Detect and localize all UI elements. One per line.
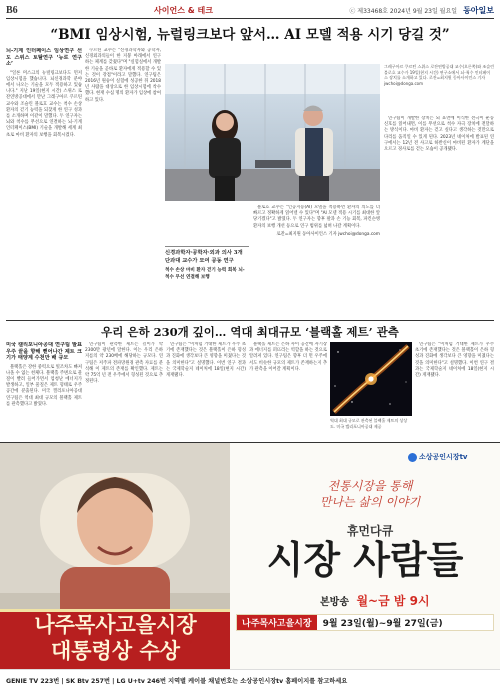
header-rule	[6, 18, 494, 19]
article1-headline: “BMI 임상시험, 뉴럴링크보다 앞서… AI 모델 적용 시기 당길 것”	[50, 27, 450, 43]
docu-label: 휴먼다큐	[346, 524, 394, 538]
article2-text-2: 연구팀이 관측한 제트는 길이가 약 2300만 광년에 달한다. 이는 우리 은하 지름의 약 230배에 해당하는 규모다. 연구팀은 저주파 전파망원경 관측 자료를 분석해 이 제트의 존재를 확인했다. 제트는 약 75억 년 전 우주에서 형성된 것으로 추정된다.	[85, 342, 163, 385]
article2-column-2	[85, 342, 163, 438]
article2-text-1: 블랙홀은 강한 중력으로 빛조차도 빠져나올 수 없는 천체다. 블랙홀 주변으로 물질이 빨려 들어가면서 엄청난 에너지가 발생하고, 일부 물질은 제트 형태로 우주 공간에 분출된다. 미국 캘리포니아공대 연구팀은 역대 최대 규모의 블랙홀 제트를 관측했다고 밝혔다.	[6, 364, 82, 407]
article1-text-2: 쿠르틴 교수는 "신경과학자와 공학자, 신경외과의들이 한 지붕 아래에서 연구하는 체계를 갖췄다"며 "실험실에서 개발한 기술을 곧바로 환자에게 적용할 수 있는 것이 강점"이라고 말했다. 연구팀은 2016년 원숭이 실험에 성공한 뒤 2018년 사람을 대상으로 한 임상시험에 착수했다. 현재 수십 명의 환자가 임상에 참여하고 있다.	[85, 48, 161, 103]
article1-column-3	[253, 205, 380, 317]
article1-column-2	[85, 48, 161, 318]
air-time: 월~금 밤 9시	[356, 594, 430, 608]
market-sign-line-1: 나주목사고을시장	[34, 613, 197, 637]
article1-pull-quote	[165, 246, 249, 281]
market-sign	[8, 612, 223, 664]
section-title: 사이언스 & 테크	[154, 5, 213, 15]
page-number: B6	[6, 4, 18, 16]
banner-air-dates: 9월 23일(월)~9월 27일(금)	[322, 619, 443, 629]
article1-text-5: 연구팀이 개발한 장치는 뇌 표면에 이식한 전극이 운동 신호를 읽어내면, 이를 무선으로 척수 자극 장치에 전달하는 방식이다. 마비 환자는 걷고 싶다고 생각하는 것만으로 다리를 움직일 수 있게 된다. 2023년 네이처에 발표된 연구에서는 12년 전 사고로 하반신이 마비된 환자가 계단을 오르고 경사로를 걷는 모습이 공개됐다.	[384, 116, 494, 153]
article2-text-3: 연구팀은 "이처럼 거대한 제트가 우주 초기에 존재했다는 것은 블랙홀이 은하 형성과 진화에 생각보다 큰 영향을 미쳤다는 것을 의미한다"고 설명했다. 이번 연구 결과는 국제학술지 네이처에 18일(현지 시간) 게재됐다.	[166, 342, 246, 379]
ad-tagline-line-2: 만나는 삶의 이야기	[319, 495, 421, 509]
channel-logo-text: 소상공인시장tv	[419, 453, 468, 461]
article2-column-3	[166, 342, 246, 438]
banner-market-name: 나주목사고을시장	[237, 615, 317, 630]
blackhole-jet-icon	[330, 342, 412, 416]
article2-subhead: 미국 캘리포니아공대 연구팀 발표 우주 끝을 향해 뻗어나간 제트 크기가 태양계 수천만 배 규모	[6, 342, 82, 361]
air-dates-banner	[236, 614, 494, 631]
ad-tagline-line-1: 전통시장을 통해	[327, 479, 413, 493]
article1-text-3: 블로흐 교수는 "인공지능(AI) 모델을 적용하면 환자의 의도를 더 빠르고 정확하게 읽어낼 수 있다"며 "AI 모델 적용 시기를 최대한 앞당기겠다"고 밝혔다. 두 연구자는 향후 팔과 손 기능 회복, 파킨슨병 환자의 보행 개선 등으로 연구 범위를 넓혀 나갈 계획이다.	[253, 205, 380, 229]
article1-byline: 로잔=최지원 동아사이언스 기자 jwchoi@donga.com	[276, 231, 380, 237]
article1-photo	[165, 64, 380, 201]
article2-text-4: 블랙홀 제트는 은하 사이 공간에 자기장과 에너지를 퍼뜨리는 역할을 하는 것으로 알려져 있다. 연구팀은 향후 더 먼 우주에서도 비슷한 규모의 제트가 존재하는지 추가 관측을 이어갈 계획이다.	[249, 342, 327, 372]
air-label: 본방송	[320, 597, 349, 608]
blackhole-jet-photo	[330, 342, 412, 416]
market-sign-line-2: 대통령상 수상	[50, 639, 181, 663]
article2-headline: 우리 은하 230개 깊이… 역대 최대규모 ‘블랙홀 제트’ 관측	[101, 325, 399, 339]
air-schedule	[320, 592, 430, 609]
newspaper-logo: 동아일보	[463, 4, 494, 15]
article2-column-5	[415, 342, 494, 438]
article1-text-1: "일론 머스크의 뉴럴링크보다도 먼저 임상시험을 했습니다. 뇌신경과학 분야에서 나오는 기술을 모두 적용하고 있습니다." 지난 19일(현지 시간) 스위스 로잔연방공대에서 만난 그레구아르 쿠르틴 교수와 조슬린 블로흐 교수는 척수 손상 환자의 걷기 능력을 되찾게 한 연구 성과를 소개하며 이같이 말했다. 두 연구자는 뇌와 척수를 무선으로 연결하는 뇌-기계 인터페이스(BMI) 기술을 개발해 세계 최초로 마비 환자의 보행을 회복시켰다.	[6, 70, 82, 138]
ad-tagline	[270, 478, 470, 510]
section-divider	[6, 320, 494, 321]
ad-footer-text: GENIE TV 223번 | SK Btv 257번 | LG U+tv 246번 지역별 케이블 채널번호는 소상공인시장tv 홈페이지를 참고하세요	[6, 678, 348, 685]
channel-logo	[408, 452, 467, 462]
article1-column-1	[6, 48, 82, 318]
page-header	[6, 3, 494, 17]
ad-footer	[0, 669, 500, 691]
market-tv-advertisement	[0, 442, 500, 691]
issue-info: ⓒ 제33468호 2024년 9월 23일 월요일	[349, 7, 458, 15]
article1-column-5	[384, 116, 494, 316]
article2-column-4	[249, 342, 327, 438]
researchers-photo-icon	[165, 64, 380, 201]
program-title: 시장 사람들	[266, 537, 464, 582]
article2-column-1	[6, 342, 82, 438]
pull-quote-sub: 척수 손상 마비 환자 걷기 능력 회복 뇌-척수 무선 연결해 보행	[165, 268, 245, 280]
channel-logo-icon	[408, 453, 417, 462]
article2-text-5: 연구팀은 "이처럼 거대한 제트가 우주 초기에 존재했다는 것은 블랙홀이 은하 형성과 진화에 생각보다 큰 영향을 미쳤다는 것을 의미한다"고 설명했다. 이번 연구 결과는 국제학술지 네이처에 18일(현지 시간) 게재됐다.	[415, 342, 494, 379]
pull-quote-text: 신경과학자·공학자·외과 의사 3개 단과대 교수가 모여 공동 연구	[165, 250, 243, 264]
article1-subhead: 뇌-기계 인터페이스 임상연구 선도 스위스 토탈연구 ‘뉴로 연구소’	[6, 48, 82, 67]
article2-photo-caption: 역대 최대 규모로 관측된 블랙홀 제트의 상상도. 미국 캘리포니아공대 제공	[330, 418, 408, 429]
article1-photo-caption: 그레구아르 쿠르틴 스위스 로잔연방공대 교수(오른쪽)와 조슬린 블로흐 교수가 19일(현지 시간) 연구소에서 뇌-척수 인터페이스 장치를 소개하고 있다. 로잔=최지원 동아사이언스 기자 jwchoi@donga.com	[384, 64, 494, 86]
